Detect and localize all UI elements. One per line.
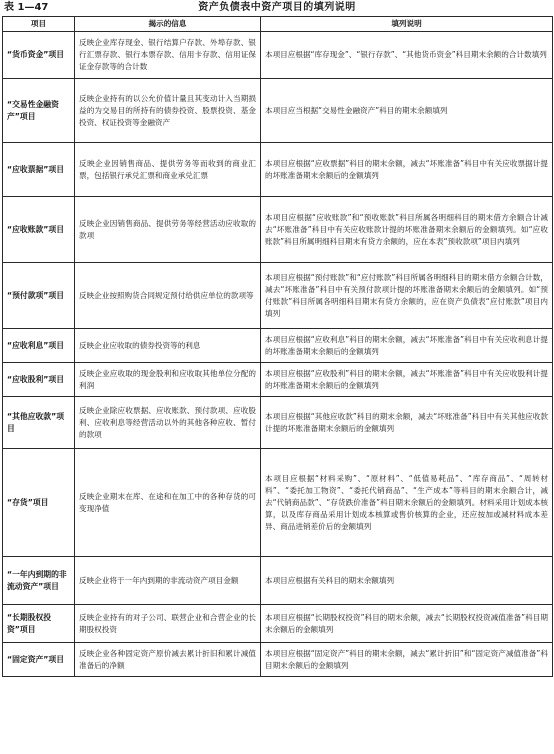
row-note: 本项目应根据“长期股权投资”科目的期末余额，减去“长期股权投资减值准备”科目期末余额后的金额填列 xyxy=(261,605,553,643)
row-info: 反映企业各种固定资产原价减去累计折旧和累计减值准备后的净额 xyxy=(75,643,261,677)
row-info: 反映企业除应收票据、应收账款、预付款项、应收股利、应收利息等经营活动以外的其他各种应收、暂付的款项 xyxy=(75,397,261,449)
table-row xyxy=(3,449,553,557)
header-item: 项目 xyxy=(3,17,75,32)
row-info: 反映企业持有的对子公司、联营企业和合营企业的长期股权投资 xyxy=(75,605,261,643)
table-row xyxy=(3,643,553,677)
header-note: 填列说明 xyxy=(261,17,553,32)
row-item: “预付款项”项目 xyxy=(3,263,75,329)
row-info: 反映企业应收取的现金股利和应收取其他单位分配的利润 xyxy=(75,363,261,397)
table-row xyxy=(3,197,553,263)
row-item: “应收账款”项目 xyxy=(3,197,75,263)
table-row xyxy=(3,605,553,643)
row-item: “长期股权投资”项目 xyxy=(3,605,75,643)
table-row xyxy=(3,143,553,197)
asset-items-table xyxy=(2,16,553,677)
table-title: 资产负债表中资产项目的填列说明 xyxy=(198,2,356,13)
row-note: 本项目应当根据“交易性金融资产”科目的期末余额填列 xyxy=(261,79,553,143)
row-item: “货币资金”项目 xyxy=(3,32,75,79)
row-item: “应收利息”项目 xyxy=(3,329,75,363)
row-info: 反映企业因销售商品、提供劳务等经营活动应收取的款项 xyxy=(75,197,261,263)
table-row xyxy=(3,329,553,363)
row-info: 反映企业持有的以公允价值计量且其变动计入当期损益的为交易目的所持有的债券投资、股票投资、基金投资、权证投资等金融资产 xyxy=(75,79,261,143)
row-info: 反映企业按照购货合同规定预付给供应单位的款项等 xyxy=(75,263,261,329)
table-row xyxy=(3,397,553,449)
table-header-row xyxy=(3,17,553,32)
row-note: 本项目应根据“预付账款”和“应付账款”科目所属各明细科目的期末借方余额合计数，减去“坏账准备”科目中有关预付款项计提的坏账准备期末余额后的金额填列。如“预付账款”科目所属各明细科目期末有贷方余额的，应在资产负债表“应付账款”项目内填列 xyxy=(261,263,553,329)
table-number: 表 1—47 xyxy=(4,2,49,13)
header-info: 揭示的信息 xyxy=(75,17,261,32)
row-item: “交易性金融资产”项目 xyxy=(3,79,75,143)
row-note: 本项目应根据有关科目的期末余额填列 xyxy=(261,557,553,605)
row-item: “其他应收款”项目 xyxy=(3,397,75,449)
row-note: 本项目应根据“应收利息”科目的期末余额，减去“坏账准备”科目中有关应收利息计提的坏账准备期末余额后的金额填列 xyxy=(261,329,553,363)
table-row xyxy=(3,363,553,397)
table-row xyxy=(3,557,553,605)
row-info: 反映企业期末在库、在途和在加工中的各种存货的可变现净值 xyxy=(75,449,261,557)
row-info: 反映企业库存现金、银行结算户存款、外埠存款、银行汇票存款、银行本票存款、信用卡存款、信用证保证金存款等的合计数 xyxy=(75,32,261,79)
row-note: 本项目应根据“固定资产”科目的期末余额，减去“累计折旧”和“固定资产减值准备”科目期末余额后的金额填列 xyxy=(261,643,553,677)
row-note: 本项目应根据“应收股利”科目的期末余额，减去“坏账准备”科目中有关应收股利计提的坏账准备期末余额后的金额填列 xyxy=(261,363,553,397)
row-note: 本项目应根据“材料采购”、“原材料”、“低值易耗品”、“库存商品”、“周转材料”、“委托加工物资”、“委托代销商品”、“生产成本”等科目的期末余额合计，减去“代销商品款”、“存货跌价准备”科目期末余额后的金额填列。材料采用计划成本核算，以及库存商品采用计划成本核算或售价核算的企业，还应按加或减材料成本差异、商品进销差价后的金额填列 xyxy=(261,449,553,557)
table-row xyxy=(3,32,553,79)
table-row xyxy=(3,263,553,329)
row-item: “固定资产”项目 xyxy=(3,643,75,677)
row-item: “存货”项目 xyxy=(3,449,75,557)
row-note: 本项目应根据“库存现金”、“银行存款”、“其他货币资金”科目期末余额的合计数填列 xyxy=(261,32,553,79)
row-note: 本项目应根据“其他应收款”科目的期末余额，减去“坏账准备”科目中有关其他应收款计提的坏账准备期末余额后的金额填列 xyxy=(261,397,553,449)
row-info: 反映企业应收取的债券投资等的利息 xyxy=(75,329,261,363)
row-info: 反映企业因销售商品、提供劳务等而收到的商业汇票，包括银行承兑汇票和商业承兑汇票 xyxy=(75,143,261,197)
row-note: 本项目应根据“应收票据”科目的期末余额，减去“坏账准备”科目中有关应收票据计提的坏账准备期末余额后的金额填列 xyxy=(261,143,553,197)
row-item: “应收股利”项目 xyxy=(3,363,75,397)
table-caption xyxy=(0,0,554,16)
row-info: 反映企业将于一年内到期的非流动资产项目金额 xyxy=(75,557,261,605)
table-row xyxy=(3,79,553,143)
row-note: 本项目应根据“应收账款”和“预收账款”科目所属各明细科目的期末借方余额合计减去“坏账准备”科目中有关应收账款计提的坏账准备期末余额后的金额填列。如“应收账款”科目所属明细科目期末有贷方余额的，应在本表“预收款项”项目内填列 xyxy=(261,197,553,263)
row-item: “应收票据”项目 xyxy=(3,143,75,197)
row-item: “一年内到期的非流动资产”项目 xyxy=(3,557,75,605)
